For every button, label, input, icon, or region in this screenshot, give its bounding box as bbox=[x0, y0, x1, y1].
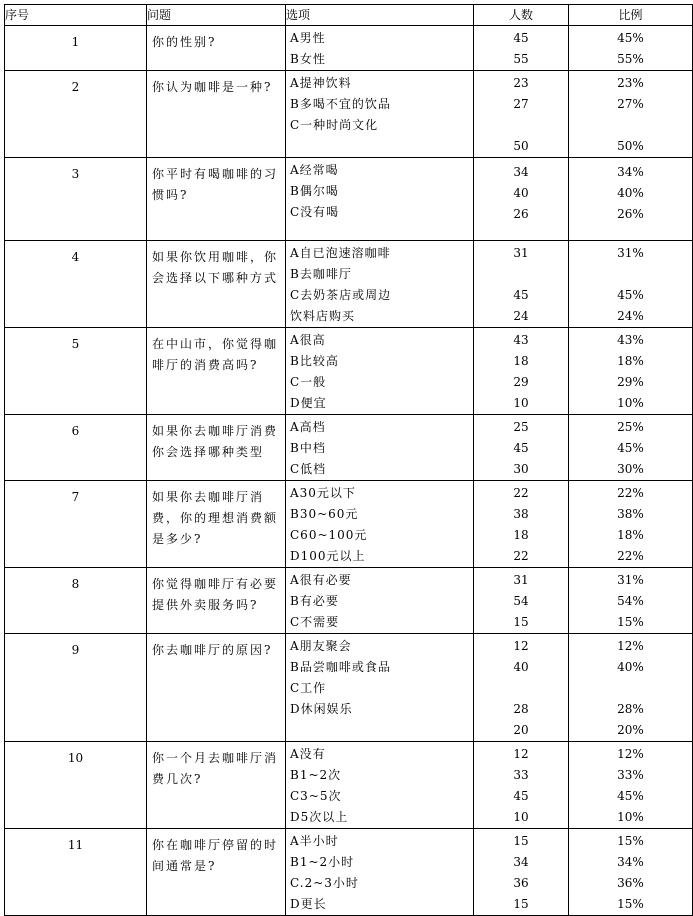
count-list bbox=[474, 241, 568, 327]
option-list bbox=[286, 742, 473, 828]
option-item: A半小时 bbox=[290, 834, 339, 848]
ratio-value: 38% bbox=[617, 507, 644, 521]
count-value: 45 bbox=[513, 288, 529, 302]
count-value: 24 bbox=[513, 309, 529, 323]
ratio-cell bbox=[569, 71, 693, 158]
ratio-cell bbox=[569, 481, 693, 568]
count-value: 22 bbox=[513, 486, 529, 500]
option-item: D5次以上 bbox=[290, 810, 349, 824]
options-cell bbox=[286, 829, 474, 916]
count-list bbox=[474, 481, 568, 567]
ratio-value: 50% bbox=[617, 139, 644, 153]
count-value: 40 bbox=[513, 660, 529, 674]
count-value: 31 bbox=[513, 246, 529, 260]
option-item: B有必要 bbox=[290, 594, 339, 608]
question-cell bbox=[147, 568, 286, 634]
question-cell bbox=[147, 634, 286, 742]
count-cell bbox=[474, 71, 569, 158]
ratio-value: 25% bbox=[617, 420, 644, 434]
header-ratio: 比例 bbox=[569, 5, 693, 26]
count-value: 33 bbox=[513, 768, 529, 782]
count-cell bbox=[474, 829, 569, 916]
count-value: 15 bbox=[513, 615, 529, 629]
ratio-value bbox=[569, 115, 692, 136]
ratio-value: 10% bbox=[617, 396, 644, 410]
row-number-cell bbox=[5, 742, 147, 829]
option-item: B去咖啡厅 bbox=[290, 267, 352, 281]
row-number: 2 bbox=[71, 80, 80, 94]
count-cell bbox=[474, 26, 569, 71]
ratio-value: 24% bbox=[617, 309, 644, 323]
ratio-value: 31% bbox=[617, 246, 644, 260]
count-cell bbox=[474, 241, 569, 328]
count-value: 10 bbox=[513, 396, 529, 410]
count-value: 40 bbox=[513, 186, 529, 200]
ratio-value: 26% bbox=[617, 207, 644, 221]
ratio-value bbox=[569, 264, 692, 285]
survey-table bbox=[4, 4, 693, 916]
option-item: B中档 bbox=[290, 441, 326, 455]
ratio-cell bbox=[569, 415, 693, 481]
count-value: 31 bbox=[513, 573, 529, 587]
ratio-list bbox=[569, 328, 692, 414]
question-text: 你认为咖啡是一种? bbox=[152, 80, 273, 94]
row-number-cell bbox=[5, 829, 147, 916]
header-no: 序号 bbox=[5, 5, 147, 26]
option-item: A30元以下 bbox=[290, 486, 356, 500]
table-row bbox=[5, 328, 693, 415]
options-cell bbox=[286, 481, 474, 568]
ratio-value: 30% bbox=[617, 462, 644, 476]
row-number: 4 bbox=[71, 250, 80, 264]
count-value: 45 bbox=[513, 441, 529, 455]
ratio-value: 27% bbox=[617, 97, 644, 111]
question-cell bbox=[147, 829, 286, 916]
row-number-cell bbox=[5, 241, 147, 328]
header-count: 人数 bbox=[474, 5, 569, 26]
ratio-value: 34% bbox=[617, 165, 644, 179]
count-value: 12 bbox=[513, 639, 529, 653]
option-item: C去奶茶店或周边 bbox=[290, 288, 392, 302]
option-item: D休闲娱乐 bbox=[290, 702, 353, 716]
count-value: 29 bbox=[513, 375, 529, 389]
count-value: 55 bbox=[513, 52, 529, 66]
option-item: A朋友聚会 bbox=[290, 639, 352, 653]
table-row bbox=[5, 415, 693, 481]
option-item: C.2~3小时 bbox=[290, 876, 359, 890]
ratio-list bbox=[569, 158, 692, 225]
ratio-value: 15% bbox=[617, 897, 644, 911]
count-cell bbox=[474, 481, 569, 568]
option-item: B30~60元 bbox=[290, 507, 359, 521]
ratio-value: 45% bbox=[617, 31, 644, 45]
row-number-cell bbox=[5, 568, 147, 634]
row-number-cell bbox=[5, 634, 147, 742]
ratio-value: 28% bbox=[617, 702, 644, 716]
option-list bbox=[286, 634, 473, 741]
ratio-value: 22% bbox=[617, 549, 644, 563]
options-cell bbox=[286, 158, 474, 241]
table-row bbox=[5, 742, 693, 829]
ratio-value: 18% bbox=[617, 354, 644, 368]
options-cell bbox=[286, 71, 474, 158]
question-text: 如果你饮用咖啡，你会选择以下哪种方式 bbox=[152, 250, 279, 285]
row-number: 1 bbox=[71, 35, 80, 49]
count-cell bbox=[474, 328, 569, 415]
option-item: A很有必要 bbox=[290, 573, 352, 587]
ratio-value: 40% bbox=[617, 660, 644, 674]
count-value: 34 bbox=[513, 165, 529, 179]
count-cell bbox=[474, 158, 569, 241]
question-cell bbox=[147, 158, 286, 241]
ratio-list bbox=[569, 634, 692, 741]
ratio-value: 54% bbox=[617, 594, 644, 608]
question-text: 如果你去咖啡厅消费你会选择哪种类型 bbox=[152, 424, 279, 459]
options-cell bbox=[286, 415, 474, 481]
count-cell bbox=[474, 742, 569, 829]
ratio-value bbox=[569, 678, 692, 699]
count-value bbox=[474, 678, 568, 699]
count-value: 20 bbox=[513, 723, 529, 737]
table-body bbox=[5, 26, 693, 916]
count-cell bbox=[474, 634, 569, 742]
options-cell bbox=[286, 742, 474, 829]
question-text: 你的性别? bbox=[152, 35, 217, 49]
option-item: B1~2小时 bbox=[290, 855, 355, 869]
ratio-value: 45% bbox=[617, 441, 644, 455]
ratio-value: 22% bbox=[617, 486, 644, 500]
ratio-value: 23% bbox=[617, 76, 644, 90]
options-cell bbox=[286, 634, 474, 742]
option-item bbox=[286, 136, 473, 157]
table-row bbox=[5, 481, 693, 568]
ratio-cell bbox=[569, 742, 693, 829]
count-value bbox=[474, 115, 568, 136]
ratio-list bbox=[569, 26, 692, 70]
option-list bbox=[286, 71, 473, 157]
header-option: 选项 bbox=[286, 5, 474, 26]
ratio-list bbox=[569, 742, 692, 828]
header-row bbox=[5, 5, 693, 26]
option-item: A提神饮料 bbox=[290, 76, 352, 90]
question-cell bbox=[147, 415, 286, 481]
count-value: 54 bbox=[513, 594, 529, 608]
count-value: 28 bbox=[513, 702, 529, 716]
option-item: B偶尔喝 bbox=[290, 184, 339, 198]
row-number: 10 bbox=[67, 751, 84, 765]
count-list bbox=[474, 742, 568, 828]
option-item: C工作 bbox=[290, 681, 327, 695]
option-list bbox=[286, 568, 473, 633]
option-item: B1~2次 bbox=[290, 768, 342, 782]
count-value: 12 bbox=[513, 747, 529, 761]
count-list bbox=[474, 829, 568, 915]
question-text: 在中山市，你觉得咖啡厅的消费高吗? bbox=[152, 337, 279, 372]
count-value: 23 bbox=[513, 76, 529, 90]
option-list bbox=[286, 829, 473, 915]
option-item: D便宜 bbox=[290, 396, 327, 410]
ratio-cell bbox=[569, 328, 693, 415]
option-item: C一般 bbox=[290, 375, 327, 389]
option-item: C一种时尚文化 bbox=[290, 118, 379, 132]
count-value: 22 bbox=[513, 549, 529, 563]
table-row bbox=[5, 634, 693, 742]
count-value: 30 bbox=[513, 462, 529, 476]
count-list bbox=[474, 328, 568, 414]
count-list bbox=[474, 26, 568, 70]
option-list bbox=[286, 158, 473, 223]
ratio-value: 15% bbox=[617, 834, 644, 848]
table-row bbox=[5, 71, 693, 158]
ratio-list bbox=[569, 415, 692, 480]
count-value: 34 bbox=[513, 855, 529, 869]
ratio-value: 34% bbox=[617, 855, 644, 869]
option-item: A男性 bbox=[290, 31, 326, 45]
count-value: 36 bbox=[513, 876, 529, 890]
count-cell bbox=[474, 415, 569, 481]
option-item: A自已泡速溶咖啡 bbox=[290, 246, 391, 260]
count-value: 15 bbox=[513, 897, 529, 911]
row-number-cell bbox=[5, 26, 147, 71]
count-value bbox=[474, 264, 568, 285]
table-row bbox=[5, 26, 693, 71]
option-list bbox=[286, 26, 473, 70]
options-cell bbox=[286, 328, 474, 415]
option-item: D更长 bbox=[290, 897, 327, 911]
option-item: C不需要 bbox=[290, 615, 340, 629]
row-number: 11 bbox=[67, 838, 84, 852]
option-item: C没有喝 bbox=[290, 205, 340, 219]
row-number: 5 bbox=[71, 337, 80, 351]
option-item bbox=[286, 720, 473, 741]
ratio-value: 36% bbox=[617, 876, 644, 890]
options-cell bbox=[286, 26, 474, 71]
ratio-value: 40% bbox=[617, 186, 644, 200]
count-list bbox=[474, 71, 568, 157]
ratio-value: 15% bbox=[617, 615, 644, 629]
ratio-cell bbox=[569, 26, 693, 71]
row-number-cell bbox=[5, 71, 147, 158]
header-question: 问题 bbox=[147, 5, 286, 26]
option-list bbox=[286, 241, 473, 327]
table-row bbox=[5, 829, 693, 916]
question-cell bbox=[147, 328, 286, 415]
count-value: 25 bbox=[513, 420, 529, 434]
option-item: 饮料店购买 bbox=[290, 309, 356, 323]
ratio-cell bbox=[569, 829, 693, 916]
option-item: A很高 bbox=[290, 333, 326, 347]
table-row bbox=[5, 241, 693, 328]
ratio-value: 31% bbox=[617, 573, 644, 587]
row-number-cell bbox=[5, 481, 147, 568]
count-value: 43 bbox=[513, 333, 529, 347]
count-list bbox=[474, 634, 568, 741]
ratio-list bbox=[569, 829, 692, 915]
row-number: 8 bbox=[71, 577, 80, 591]
option-item: B比较高 bbox=[290, 354, 339, 368]
ratio-cell bbox=[569, 634, 693, 742]
ratio-value: 12% bbox=[617, 639, 644, 653]
question-text: 你一个月去咖啡厅消费几次? bbox=[152, 751, 279, 786]
question-cell bbox=[147, 481, 286, 568]
option-item: C60~100元 bbox=[290, 528, 368, 542]
count-cell bbox=[474, 568, 569, 634]
question-cell bbox=[147, 71, 286, 158]
ratio-value: 45% bbox=[617, 789, 644, 803]
ratio-value: 10% bbox=[617, 810, 644, 824]
question-text: 你觉得咖啡厅有必要提供外卖服务吗? bbox=[152, 577, 279, 612]
ratio-value: 29% bbox=[617, 375, 644, 389]
count-value: 27 bbox=[513, 97, 529, 111]
count-value: 26 bbox=[513, 207, 529, 221]
ratio-value: 55% bbox=[617, 52, 644, 66]
ratio-value: 20% bbox=[617, 723, 644, 737]
option-item: B女性 bbox=[290, 52, 326, 66]
question-text: 你去咖啡厅的原因? bbox=[152, 643, 273, 657]
count-value: 50 bbox=[513, 139, 529, 153]
question-cell bbox=[147, 26, 286, 71]
option-item: A没有 bbox=[290, 747, 326, 761]
question-text: 你平时有喝咖啡的习惯吗? bbox=[152, 167, 279, 202]
ratio-value: 18% bbox=[617, 528, 644, 542]
count-value: 15 bbox=[513, 834, 529, 848]
row-number: 6 bbox=[71, 424, 80, 438]
ratio-list bbox=[569, 241, 692, 327]
question-text: 如果你去咖啡厅消费，你的理想消费额是多少? bbox=[152, 490, 279, 546]
option-item: C3~5次 bbox=[290, 789, 342, 803]
ratio-value: 33% bbox=[617, 768, 644, 782]
ratio-cell bbox=[569, 241, 693, 328]
option-list bbox=[286, 415, 473, 480]
count-value: 18 bbox=[513, 528, 529, 542]
row-number-cell bbox=[5, 158, 147, 241]
count-list bbox=[474, 568, 568, 633]
option-item: B多喝不宜的饮品 bbox=[290, 97, 391, 111]
table-row bbox=[5, 568, 693, 634]
ratio-value: 45% bbox=[617, 288, 644, 302]
option-list bbox=[286, 481, 473, 567]
option-item: A高档 bbox=[290, 420, 326, 434]
option-item: B品尝咖啡或食品 bbox=[290, 660, 391, 674]
count-value: 10 bbox=[513, 810, 529, 824]
ratio-cell bbox=[569, 568, 693, 634]
options-cell bbox=[286, 241, 474, 328]
row-number: 3 bbox=[71, 167, 80, 181]
options-cell bbox=[286, 568, 474, 634]
row-number: 9 bbox=[71, 643, 80, 657]
option-item: A经常喝 bbox=[290, 163, 339, 177]
question-cell bbox=[147, 742, 286, 829]
question-text: 你在咖啡厅停留的时间通常是? bbox=[152, 838, 279, 873]
count-value: 18 bbox=[513, 354, 529, 368]
row-number-cell bbox=[5, 328, 147, 415]
ratio-list bbox=[569, 481, 692, 567]
question-cell bbox=[147, 241, 286, 328]
table-row bbox=[5, 158, 693, 241]
ratio-cell bbox=[569, 158, 693, 241]
count-value: 45 bbox=[513, 789, 529, 803]
option-item: D100元以上 bbox=[290, 549, 366, 563]
ratio-list bbox=[569, 71, 692, 157]
count-list bbox=[474, 158, 568, 225]
ratio-value: 12% bbox=[617, 747, 644, 761]
option-list bbox=[286, 328, 473, 414]
ratio-list bbox=[569, 568, 692, 633]
row-number-cell bbox=[5, 415, 147, 481]
option-item: C低档 bbox=[290, 462, 327, 476]
row-number: 7 bbox=[71, 490, 80, 504]
count-value: 38 bbox=[513, 507, 529, 521]
count-list bbox=[474, 415, 568, 480]
count-value: 45 bbox=[513, 31, 529, 45]
ratio-value: 43% bbox=[617, 333, 644, 347]
